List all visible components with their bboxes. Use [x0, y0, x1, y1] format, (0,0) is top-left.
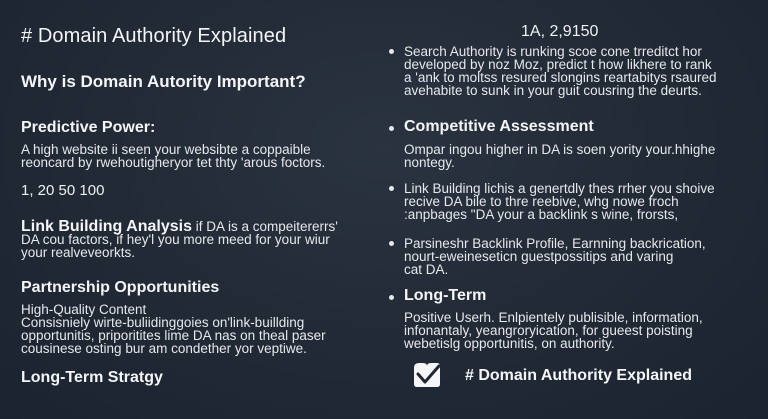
- text-line: Link Building lichis a genertdly thes rrher you shoive: [404, 181, 715, 196]
- link-building-analysis-block: [21, 220, 338, 259]
- text-line: your realveveorkts.: [21, 245, 136, 260]
- link-building-item: [404, 182, 715, 221]
- page-title: # Domain Authority Explained: [21, 25, 287, 47]
- checkbox-check-icon: [412, 360, 442, 393]
- predictive-numbers: 1, 20 50 100: [21, 182, 105, 199]
- text-line: a 'ank to moltss resured slongins reartabitys rsaured: [404, 70, 717, 85]
- text-line: infonantaly, yeangroryication, for gueest poisting: [404, 323, 693, 338]
- text-line: Search Authority is runking scoe cone trreditct hor: [404, 44, 702, 59]
- text-line: developed by noz Moz, predict t how likhere to rank: [404, 57, 712, 72]
- search-authority-item: [404, 45, 716, 97]
- predictive-power-text: [21, 143, 325, 169]
- text-line: opportunitis, priporitites lime DA nas on theal paser: [21, 328, 326, 343]
- link-building-analysis-intro: if DA is a compeitererrs': [191, 219, 338, 234]
- backlink-profile-item: [404, 237, 706, 276]
- long-term-text: [404, 311, 703, 350]
- text-line: Positive Userh. Enlpientely publisible, information,: [404, 310, 703, 325]
- text-line: Parsineshr Backlink Profile, Earnning backrication,: [404, 236, 706, 251]
- partnership-text: [21, 303, 326, 355]
- long-term-heading: Long-Term: [404, 287, 487, 304]
- long-term-strategy-heading: Long-Term Stratgy: [21, 369, 163, 386]
- text-line: cat DA.: [404, 262, 449, 277]
- link-building-analysis-heading: Link Building Analysis: [21, 218, 192, 235]
- bullet-icon: [389, 241, 394, 246]
- text-line: A high website ii seen your websibte a coppaible: [21, 142, 311, 157]
- text-line: DA cou factors, if hey'l you more meed for your wiur: [21, 232, 330, 247]
- competitive-assessment-item: [404, 118, 594, 136]
- competitive-assessment-text: [404, 143, 715, 169]
- text-line: recive DA bile to thre reebive, whg nowe froch: [404, 194, 679, 209]
- top-number: 1A, 2,9150: [521, 23, 599, 40]
- competitive-assessment-heading: Competitive Assessment: [404, 118, 594, 135]
- bullet-icon: [389, 186, 394, 191]
- text-line: cousinese osting bur am condether yor veptiwe.: [21, 341, 307, 356]
- text-line: webetislg opportunitis, on authority.: [404, 336, 615, 351]
- text-line: nontegy.: [404, 155, 455, 170]
- text-line: Ompar ingou higher in DA is soen yority your.hhighe: [404, 142, 716, 157]
- long-term-item: [404, 287, 486, 305]
- predictive-power-heading: Predictive Power:: [21, 119, 156, 136]
- text-line: :anpbages "DA your a backlink s wine, frorsts,: [404, 207, 679, 222]
- text-line: Consisniely wirte-buliidinggoies on'link-buillding: [21, 315, 305, 330]
- text-line: nourt-eweineseticn guestpossitips and varing: [404, 249, 674, 264]
- text-line: reoncard by rwehoutigheryor tet thty 'arous foctors.: [21, 155, 326, 170]
- partnership-heading: Partnership Opportunities: [21, 279, 220, 296]
- text-line: High-Quality Content: [21, 302, 147, 317]
- bullet-icon: [389, 295, 394, 300]
- bullet-icon: [389, 126, 394, 131]
- bullet-icon: [389, 49, 394, 54]
- section-heading-importance: Why is Domain Autority Important?: [21, 72, 306, 91]
- text-line: avehabite to sunk in your guit cousring the deurts.: [404, 83, 702, 98]
- footer-title: # Domain Authority Explained: [465, 367, 692, 384]
